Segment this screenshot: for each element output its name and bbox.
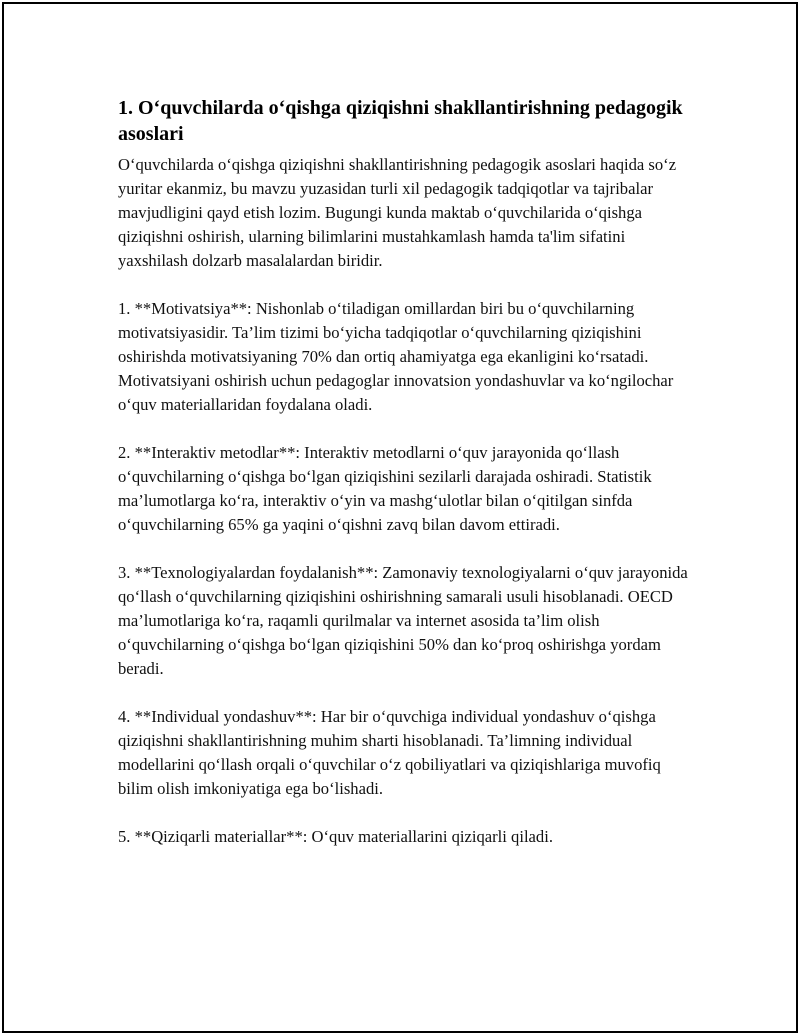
technology-paragraph: 3. **Texnologiyalardan foydalanish**: Zamonaviy texnologiyalarni o‘quv jarayonida qo‘llash o‘quvchilarning qiziqishini oshirishning samarali usuli hisoblanadi. OECD ma’lumotlariga ko‘ra, raqamli qurilmalar va internet asosida ta’lim olish o‘quvchilarning o‘qishga bo‘lgan qiziqishini 50% dan ko‘proq oshirishga yordam beradi. (118, 563, 688, 678)
motivation-paragraph: 1. **Motivatsiya**: Nishonlab o‘tiladigan omillardan biri bu o‘quvchilarning motivatsiyasidir. Ta’lim tizimi bo‘yicha tadqiqotlar o‘quvchilarning qiziqishini oshirishda motivatsiyaning 70% dan ortiq ahamiyatga ega ekanligini ko‘rsatadi. Motivatsiyani oshirish uchun pedagoglar innovatsion yondashuvlar va ko‘ngilochar o‘quv materiallaridan foydalana oladi. (118, 299, 674, 414)
section-heading: 1. O‘quvchilarda o‘qishga qiziqishni shakllantirishning pedagogik asoslari (118, 97, 683, 145)
interesting-materials-paragraph: 5. **Qiziqarli materiallar**: O‘quv materiallarini qiziqarli qiladi. (118, 827, 553, 846)
interactive-methods-paragraph: 2. **Interaktiv metodlar**: Interaktiv metodlarni o‘quv jarayonida qo‘llash o‘quvchilarning o‘qishga bo‘lgan qiziqishini sezilarli darajada oshiradi. Statistik ma’lumotlarga ko‘ra, interaktiv o‘yin va mashg‘ulotlar bilan o‘qitilgan sinfda o‘quvchilarning 65% ga yaqini o‘qishni zavq bilan davom ettiradi. (118, 443, 652, 534)
intro-paragraph: O‘quvchilarda o‘qishga qiziqishni shakllantirishning pedagogik asoslari haqida so‘z yuritar ekanmiz, bu mavzu yuzasidan turli xil pedagogik tadqiqotlar va tajribalar mavjudligini qayd etish lozim. Bugungi kunda maktab o‘quvchilarida o‘qishga qiziqishni oshirish, ularning bilimlarini mustahkamlash hamda ta'lim sifatini yaxshilash dolzarb masalalardan biridir. (118, 155, 677, 270)
individual-approach-paragraph: 4. **Individual yondashuv**: Har bir o‘quvchiga individual yondashuv o‘qishga qiziqishni shakllantirishning muhim sharti hisoblanadi. Ta’limning individual modellarini qo‘llash orqali o‘quvchilar o‘z qobiliyatlari va qiziqishlariga muvofiq bilim olish imkoniyatiga ega bo‘lishadi. (118, 707, 661, 798)
document-body (118, 95, 690, 849)
